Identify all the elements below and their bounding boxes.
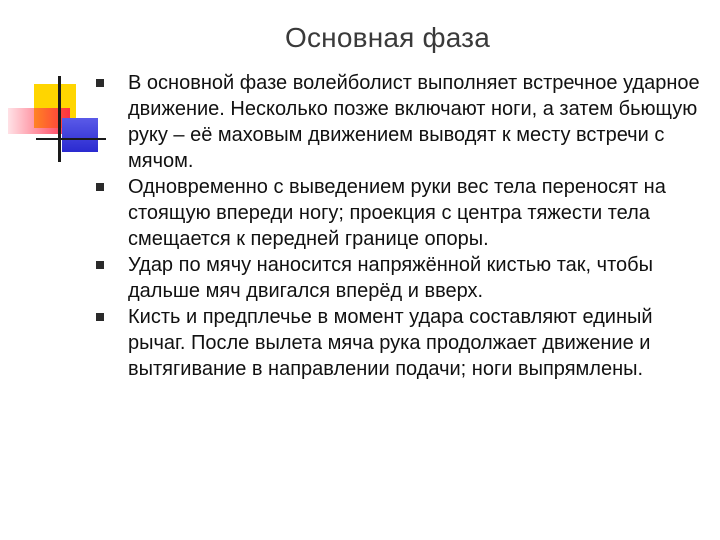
bullet-item bbox=[90, 70, 700, 174]
vertical-line bbox=[58, 76, 61, 162]
square-bullet-icon bbox=[96, 261, 104, 269]
bullet-item bbox=[90, 252, 700, 304]
square-bullet-icon bbox=[96, 313, 104, 321]
bullet-item bbox=[90, 304, 700, 382]
bullet-list bbox=[90, 70, 700, 382]
square-bullet-icon bbox=[96, 79, 104, 87]
bullet-text: Кисть и предплечье в момент удара составляют единый рычаг. После вылета мяча рука продолжает движение и вытягивание в направлении подачи; ноги выпрямлены. bbox=[128, 306, 653, 380]
slide-title: Основная фаза bbox=[285, 22, 490, 53]
bullet-text: Удар по мячу наносится напряжённой кистью так, чтобы дальше мяч двигался вперёд и вверх. bbox=[128, 254, 653, 302]
bullet-text: В основной фазе волейболист выполняет встречное ударное движение. Несколько позже включают ноги, а затем бьющую руку – её маховым движением выводят к месту встречи с мячом. bbox=[128, 72, 700, 172]
bullet-item bbox=[90, 174, 700, 252]
bullet-text: Одновременно с выведением руки вес тела переносят на стоящую впереди ногу; проекция с центра тяжести тела смещается к передней границе опоры. bbox=[128, 176, 666, 250]
square-bullet-icon bbox=[96, 183, 104, 191]
